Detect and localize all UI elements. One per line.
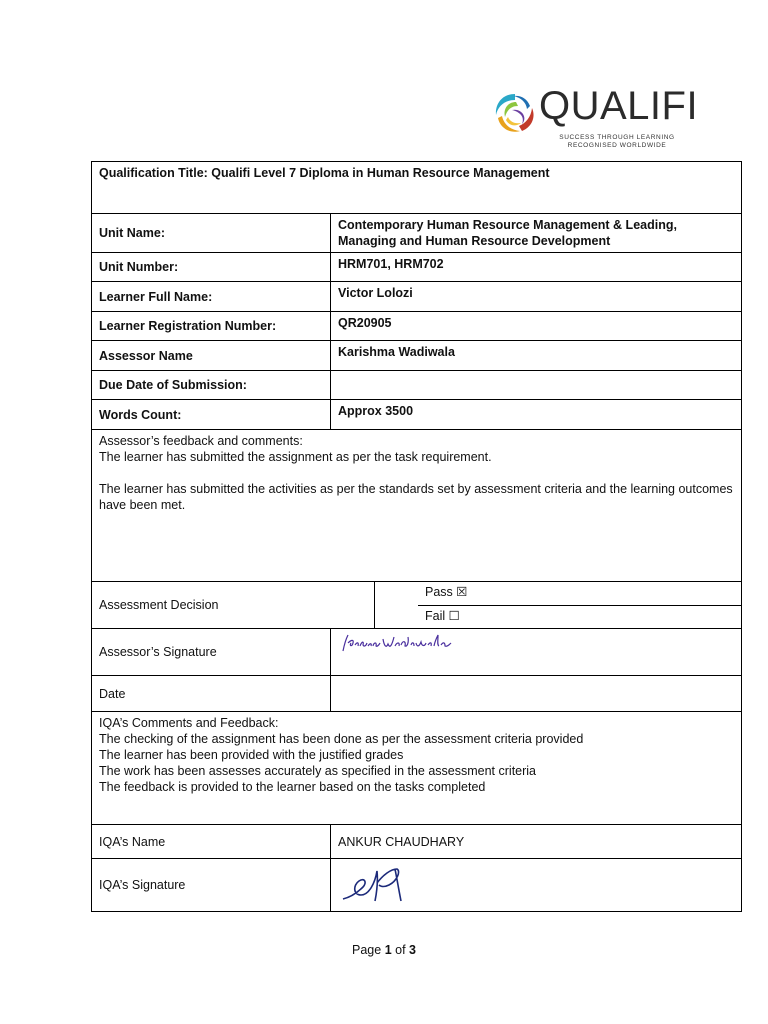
words-count-value: Approx 3500 — [331, 400, 742, 430]
assessment-decision-options — [375, 582, 742, 629]
page-prefix: Page — [352, 943, 385, 957]
unit-name-value: Contemporary Human Resource Management & Leading, Managing and Human Resource Development — [331, 214, 742, 253]
iqa-line-4: The feedback is provided to the learner based on the tasks completed — [99, 780, 486, 794]
brand-name: QUALIFI — [539, 84, 699, 128]
pass-option: Pass ☒ — [425, 585, 468, 599]
iqa-comments — [92, 712, 742, 825]
date-value — [331, 676, 742, 712]
iqa-signature-icon — [337, 861, 427, 905]
iqa-name-label: IQA’s Name — [92, 825, 331, 859]
tagline-line-1: SUCCESS THROUGH LEARNING — [559, 134, 675, 141]
words-count-label: Words Count: — [92, 400, 331, 430]
iqa-signature-cell — [331, 859, 742, 912]
iqa-line-2: The learner has been provided with the justified grades — [99, 748, 404, 762]
registration-label: Learner Registration Number: — [92, 312, 331, 341]
feedback-heading: Assessor’s feedback and comments: — [99, 434, 303, 448]
assessor-signature-cell — [331, 629, 742, 676]
registration-value: QR20905 — [331, 312, 742, 341]
qualifi-logo — [492, 84, 702, 154]
page-current: 1 — [384, 943, 392, 957]
assessor-name-value: Karishma Wadiwala — [331, 341, 742, 371]
tagline-line-2: RECOGNISED WORLDWIDE — [567, 142, 667, 149]
unit-name-label: Unit Name: — [92, 214, 331, 253]
iqa-signature-label: IQA’s Signature — [92, 859, 331, 912]
date-label: Date — [92, 676, 331, 712]
assessor-feedback — [92, 430, 742, 582]
page-total: 3 — [409, 943, 416, 957]
page-number — [0, 943, 768, 957]
due-date-label: Due Date of Submission: — [92, 371, 331, 400]
learner-name-value: Victor Lolozi — [331, 282, 742, 312]
iqa-line-3: The work has been assesses accurately as specified in the assessment criteria — [99, 764, 537, 778]
feedback-line-2: The learner has submitted the activities as per the standards set by assessment criteria and the learning outcomes have been met. — [99, 482, 733, 512]
assessment-cover-sheet — [91, 161, 742, 912]
qualifi-swirl-icon — [492, 90, 538, 136]
assessor-signature-label: Assessor’s Signature — [92, 629, 331, 676]
due-date-value — [331, 371, 742, 400]
fail-option: Fail ☐ — [425, 609, 460, 623]
unit-number-value: HRM701, HRM702 — [331, 253, 742, 282]
feedback-line-1: The learner has submitted the assignment as per the task requirement. — [99, 450, 492, 464]
page-middle: of — [391, 943, 410, 957]
iqa-heading: IQA’s Comments and Feedback: — [99, 716, 279, 730]
learner-name-label: Learner Full Name: — [92, 282, 331, 312]
assessment-decision-label: Assessment Decision — [92, 582, 375, 629]
qualification-title: Qualification Title: Qualifi Level 7 Diploma in Human Resource Management — [92, 162, 742, 214]
unit-number-label: Unit Number: — [92, 253, 331, 282]
brand-tagline — [552, 134, 682, 150]
iqa-line-1: The checking of the assignment has been done as per the assessment criteria provided — [99, 732, 584, 746]
assessor-name-label: Assessor Name — [92, 341, 331, 371]
iqa-name-value: ANKUR CHAUDHARY — [331, 825, 742, 859]
assessor-signature-icon — [337, 631, 487, 657]
